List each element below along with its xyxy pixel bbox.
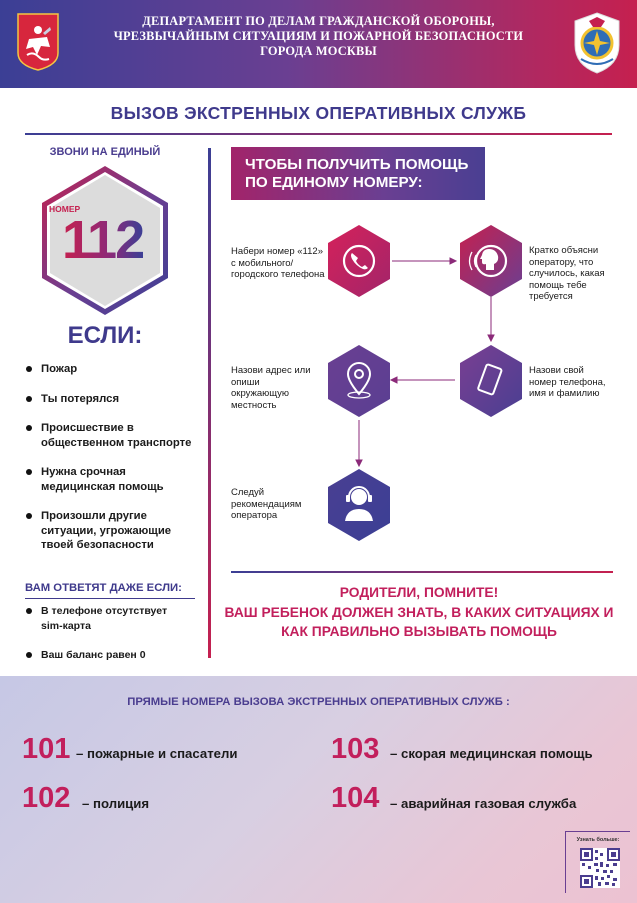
list-item: Ваш баланс равен 0 [25,648,185,663]
qr-label: Узнать больше: [576,837,620,843]
banner-text: ЧТОБЫ ПОЛУЧИТЬ ПОМОЩЬ ПО ЕДИНОМУ НОМЕРУ: [245,156,469,191]
list-item: Происшествие в общественном транспорте [25,421,200,450]
step-5-text: Следуй рекомендациям оператора [231,487,302,521]
step-3-text: Назови свой номер телефона, имя и фамилию [529,365,606,399]
number-104: 104 [331,782,380,814]
step-2-text: Кратко объясни оператору, что случилось, какая помощь тебе требуется [529,245,605,302]
list-item: Произошли другие ситуации, угрожающие твоей безопасности [25,509,190,553]
list-item: Нужна срочная медицинская помощь [25,465,185,494]
number-103: 103 [331,733,380,765]
step-4-text: Назови адрес или опиши окружающую местность [231,365,311,411]
number-104-label: – аварийная газовая служба [390,796,577,811]
parents-note [213,583,625,642]
list-item: Пожар [25,362,205,377]
smartphone-icon [460,345,522,417]
parents-line-3: КАК ПРАВИЛЬНО ВЫЗЫВАТЬ ПОМОЩЬ [281,624,557,639]
number-112: 112 [62,210,144,270]
operator-headset-icon [328,469,390,541]
qr-code-icon[interactable] [580,848,620,888]
step-1-text: Набери номер «112» с мобильного/ городского телефона [231,246,325,280]
location-pin-icon [328,345,390,417]
list-item: В телефоне отсутствует sim-карта [25,604,185,633]
list-item: Ты потерялся [25,392,205,407]
divider [231,571,613,573]
answer-title: ВАМ ОТВЕТЯТ ДАЖЕ ЕСЛИ: [25,582,182,594]
number-103-label: – скорая медицинская помощь [390,746,593,761]
emergency-numbers-title: ПРЯМЫЕ НОМЕРА ВЫЗОВА ЭКСТРЕННЫХ ОПЕРАТИВНЫХ СЛУЖБ : [127,696,510,708]
number-101: 101 [22,733,71,765]
main-title: ВЫЗОВ ЭКСТРЕННЫХ ОПЕРАТИВНЫХ СЛУЖБ [110,103,527,123]
phone-icon [328,225,390,297]
number-101-label: – пожарные и спасатели [76,746,238,761]
header-title-line-2: ЧРЕЗВЫЧАЙНЫМ СИТУАЦИЯМ И ПОЖАРНОЙ БЕЗОПАСНОСТИ [113,29,524,43]
call-one-label: ЗВОНИ НА ЕДИНЫЙ [49,146,161,158]
number-label: НОМЕР [49,204,81,214]
emergency-numbers-section [0,676,637,903]
number-102: 102 [22,782,71,814]
header-title-line-3: ГОРОДА МОСКВЫ [260,44,377,58]
header-title-line-1: ДЕПАРТАМЕНТ ПО ДЕЛАМ ГРАЖДАНСКОЙ ОБОРОНЫ, [142,14,495,28]
parents-line-2: ВАШ РЕБЕНОК ДОЛЖЕН ЗНАТЬ, В КАКИХ СИТУАЦИЯХ И [224,604,614,620]
if-label: ЕСЛИ: [67,322,143,349]
number-102-label: – полиция [82,796,150,811]
speaking-head-icon [460,225,522,297]
parents-line-1: РОДИТЕЛИ, ПОМНИТЕ! [339,585,499,600]
